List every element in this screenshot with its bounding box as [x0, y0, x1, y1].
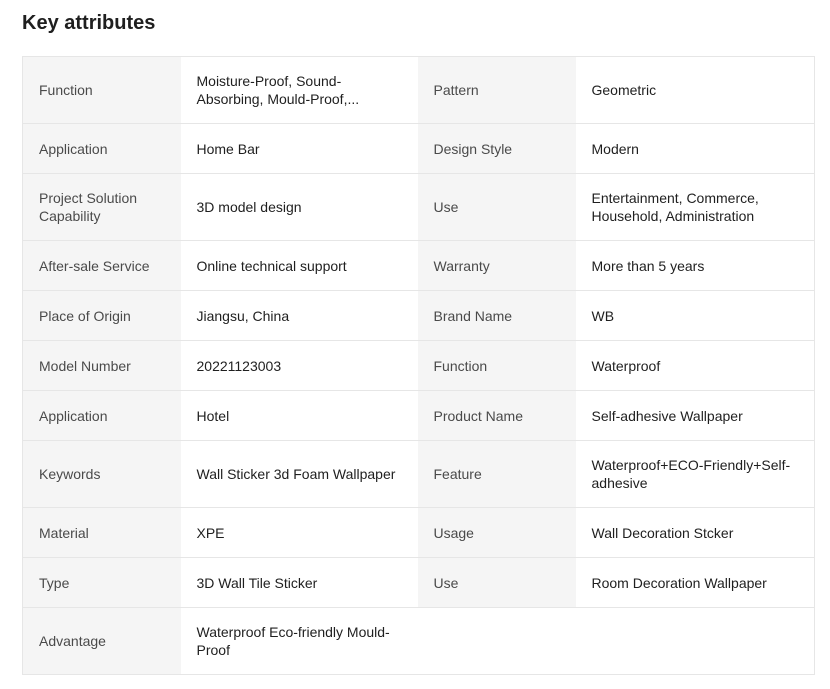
attribute-key: Feature	[418, 441, 576, 508]
attribute-key: Place of Origin	[23, 291, 181, 341]
attribute-key: Model Number	[23, 341, 181, 391]
attribute-key: Pattern	[418, 57, 576, 124]
attribute-value: Room Decoration Wallpaper	[576, 558, 815, 608]
table-row	[23, 241, 815, 291]
table-row	[23, 441, 815, 508]
attribute-value: Wall Sticker 3d Foam Wallpaper	[181, 441, 418, 508]
table-row	[23, 124, 815, 174]
attribute-key: Application	[23, 124, 181, 174]
empty-cell	[576, 608, 815, 675]
attribute-key: Function	[23, 57, 181, 124]
attribute-key: Advantage	[23, 608, 181, 675]
attribute-key: Design Style	[418, 124, 576, 174]
attribute-value: More than 5 years	[576, 241, 815, 291]
attribute-value: Home Bar	[181, 124, 418, 174]
attribute-key: After-sale Service	[23, 241, 181, 291]
attribute-value: Entertainment, Commerce, Household, Administration	[576, 174, 815, 241]
attribute-value: 3D Wall Tile Sticker	[181, 558, 418, 608]
table-row	[23, 57, 815, 124]
attribute-key: Usage	[418, 508, 576, 558]
table-row	[23, 508, 815, 558]
table-row	[23, 558, 815, 608]
attribute-value: Modern	[576, 124, 815, 174]
attribute-key: Function	[418, 341, 576, 391]
attribute-value: Wall Decoration Stcker	[576, 508, 815, 558]
table-row	[23, 608, 815, 675]
attribute-key: Keywords	[23, 441, 181, 508]
attribute-value: WB	[576, 291, 815, 341]
attribute-value: Self-adhesive Wallpaper	[576, 391, 815, 441]
empty-cell	[418, 608, 576, 675]
attribute-value: Geometric	[576, 57, 815, 124]
table-row	[23, 174, 815, 241]
attribute-key: Type	[23, 558, 181, 608]
attribute-value: Waterproof	[576, 341, 815, 391]
attribute-value: Waterproof+ECO-Friendly+Self-adhesive	[576, 441, 815, 508]
attribute-value: 20221123003	[181, 341, 418, 391]
attribute-value: Moisture-Proof, Sound-Absorbing, Mould-Proof,...	[181, 57, 418, 124]
section-title: Key attributes	[22, 12, 156, 34]
attributes-table	[22, 56, 815, 675]
attribute-key: Use	[418, 174, 576, 241]
attribute-key: Brand Name	[418, 291, 576, 341]
attribute-value: 3D model design	[181, 174, 418, 241]
attribute-key: Project Solution Capability	[23, 174, 181, 241]
table-row	[23, 391, 815, 441]
attribute-key: Product Name	[418, 391, 576, 441]
attribute-key: Use	[418, 558, 576, 608]
attribute-value: Hotel	[181, 391, 418, 441]
attribute-key: Warranty	[418, 241, 576, 291]
table-row	[23, 341, 815, 391]
attribute-value: XPE	[181, 508, 418, 558]
attribute-value: Jiangsu, China	[181, 291, 418, 341]
table-row	[23, 291, 815, 341]
attribute-value: Waterproof Eco-friendly Mould-Proof	[181, 608, 418, 675]
attribute-key: Material	[23, 508, 181, 558]
attribute-key: Application	[23, 391, 181, 441]
attribute-value: Online technical support	[181, 241, 418, 291]
